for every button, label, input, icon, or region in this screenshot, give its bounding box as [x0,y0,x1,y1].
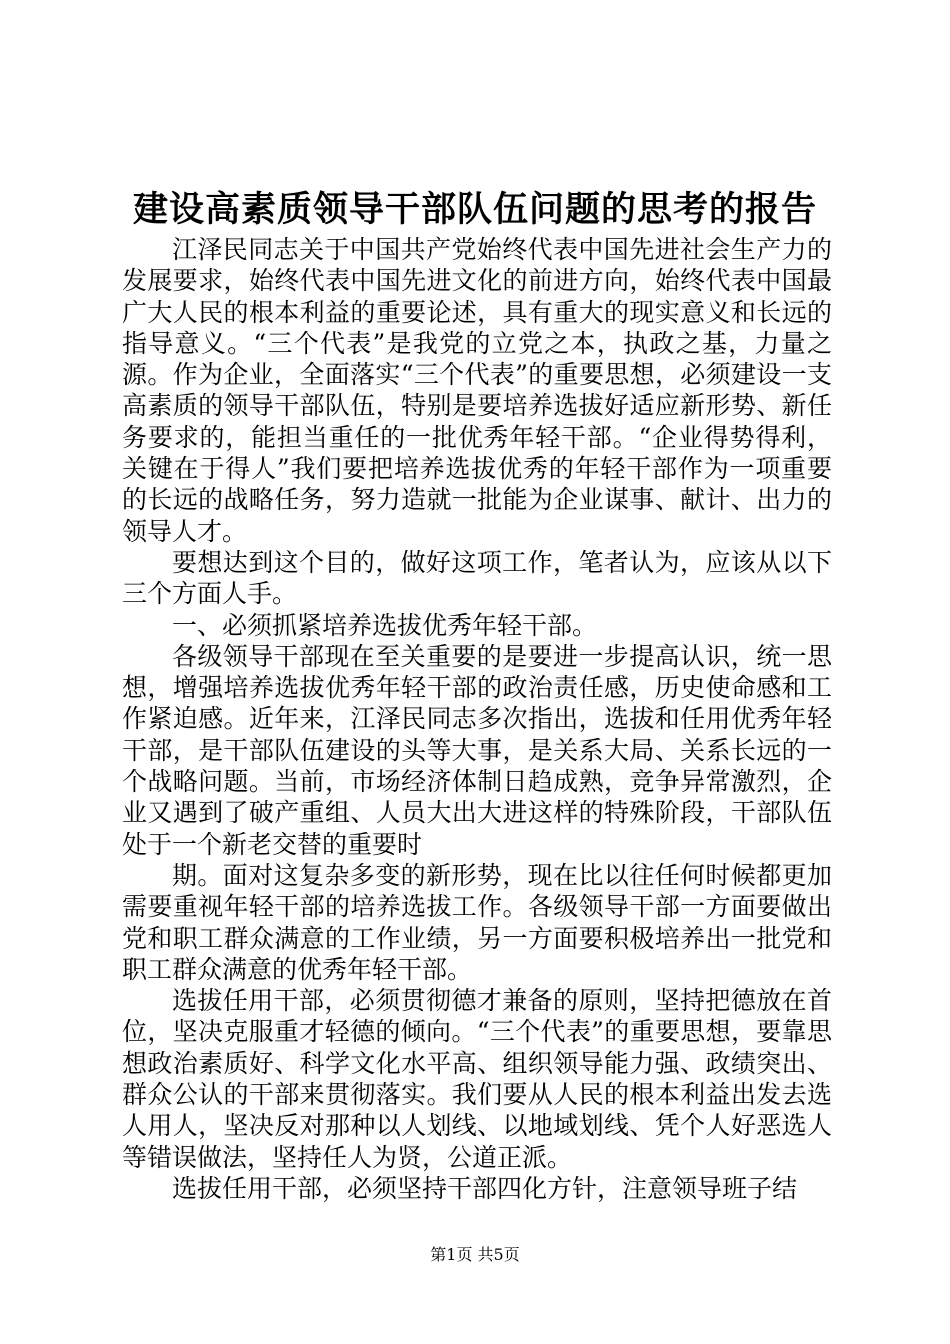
paragraph: 选拔任用干部，必须贯彻德才兼备的原则，坚持把德放在首位，坚决克服重才轻德的倾向。“三个代表”的重要思想，要靠思想政治素质好、科学文化水平高、组织领导能力强、政绩突出、群众公认的干部来贯彻落实。我们要从人民的根本利益出发去选人用人，坚决反对那种以人划线、以地域划线、凭个人好恶选人等错误做法，坚持任人为贤，公道正派。 [122,986,832,1172]
section-heading: 一、必须抓紧培养选拔优秀年轻干部。 [172,610,598,640]
page-number-footer: 第1页 共5页 [430,1245,520,1264]
paragraph: 要想达到这个目的，做好这项工作，笔者认为，应该从以下三个方面人手。 [122,547,832,609]
paragraph: 期。面对这复杂多变的新形势，现在比以往任何时候都更加需要重视年轻干部的培养选拔工作。各级领导干部一方面要做出党和职工群众满意的工作业绩，另一方面要积极培养出一批党和职工群众满意的优秀年轻干部。 [122,860,832,984]
paragraph: 各级领导干部现在至关重要的是要进一步提高认识，统一思想，增强培养选拔优秀年轻干部的政治责任感，历史使命感和工作紧迫感。近年来，江泽民同志多次指出，选拔和任用优秀年轻干部，是干部队伍建设的头等大事，是关系大局、关系长远的一个战略问题。当前，市场经济体制日趋成熟，竞争异常激烈，企业又遇到了破产重组、人员大出大进这样的特殊阶段，干部队伍处于一个新老交替的重要时 [122,641,832,859]
document-body [122,234,832,1204]
paragraph: 选拔任用干部，必须坚持干部四化方针，注意领导班子结 [172,1173,798,1203]
document-title: 建设高素质领导干部队伍问题的思考的报告 [132,189,817,230]
paragraph: 江泽民同志关于中国共产党始终代表中国先进社会生产力的发展要求，始终代表中国先进文化的前进方向，始终代表中国最广大人民的根本利益的重要论述，具有重大的现实意义和长远的指导意义。“三个代表”是我党的立党之本，执政之基，力量之源。作为企业，全面落实“三个代表”的重要思想，必须建设一支高素质的领导干部队伍，特别是要培养选拔好适应新形势、新任务要求的，能担当重任的一批优秀年轻干部。“企业得势得利，关键在于得人”我们要把培养选拔优秀的年轻干部作为一项重要的长远的战略任务，努力造就一批能为企业谋事、献计、出力的领导人才。 [122,235,832,546]
